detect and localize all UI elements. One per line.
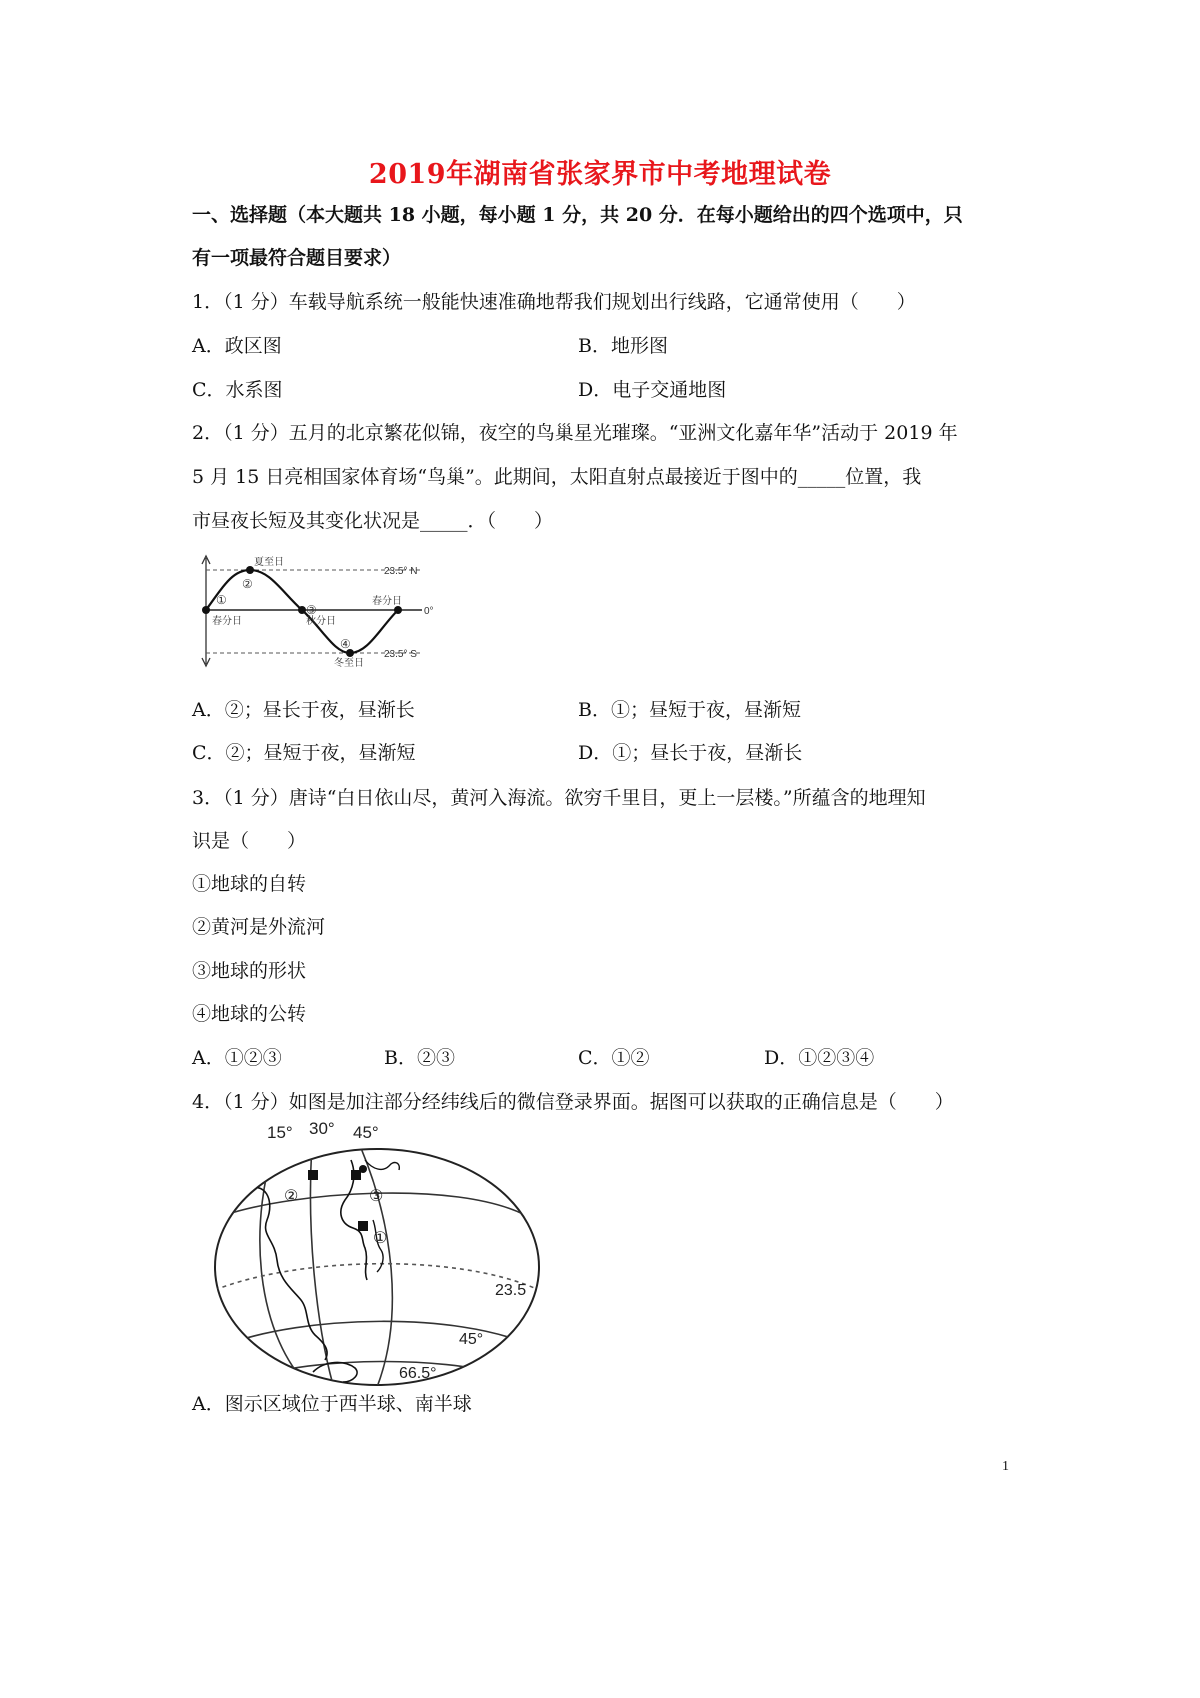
label-lat-23-5-n: 23.5° N xyxy=(384,566,418,577)
q3-option-a: A．①②③ xyxy=(192,1047,282,1069)
label-spring-equinox-right: 春分日 xyxy=(372,596,402,607)
q2-stem-line2: 5 月 15 日亮相国家体育场“鸟巢”。此期间，太阳直射点最接近于图中的_____位置，我 xyxy=(192,466,922,488)
label-point-4: ④ xyxy=(340,637,351,651)
q1-option-d: D．电子交通地图 xyxy=(578,379,727,401)
q3-stem-line2: 识是（ ） xyxy=(192,830,307,852)
q2-option-c: C．②；昼短于夜，昼渐短 xyxy=(192,742,416,764)
page-number: 1 xyxy=(1002,1459,1009,1474)
label-lat-66-5: 66.5° xyxy=(399,1365,437,1382)
label-summer-solstice: 夏至日 xyxy=(254,557,284,568)
q1-option-c: C．水系图 xyxy=(192,379,283,401)
q4-option-a: A．图示区域位于西半球、南半球 xyxy=(192,1393,472,1415)
label-lon-45: 45° xyxy=(353,1123,379,1142)
q2-stem-line3: 市昼夜长短及其变化状况是_____．（ ） xyxy=(192,510,554,532)
sun-direct-point-diagram xyxy=(190,552,450,676)
q1-option-a: A．政区图 xyxy=(192,335,282,357)
q1-option-b: B．地形图 xyxy=(578,335,668,357)
globe-latlon-diagram xyxy=(205,1120,550,1390)
label-lat-45: 45° xyxy=(459,1331,484,1348)
q3-option-b: B．②③ xyxy=(384,1047,455,1069)
label-point-1: ① xyxy=(373,1230,388,1247)
label-lon-15: 15° xyxy=(267,1123,293,1142)
label-autumn-equinox: 秋分日 xyxy=(306,616,336,627)
q3-item-3: ③地球的形状 xyxy=(192,960,307,982)
label-lat-23-5: 23.5 xyxy=(495,1282,527,1299)
q2-option-a: A．②；昼长于夜，昼渐长 xyxy=(192,699,415,721)
label-winter-solstice: 冬至日 xyxy=(334,658,364,669)
label-point-3: ③ xyxy=(369,1188,384,1205)
q1-stem: 1．（1 分）车载导航系统一般能快速准确地帮我们规划出行线路，它通常使用（ ） xyxy=(192,291,916,313)
q4-stem: 4．（1 分）如图是加注部分经纬线后的微信登录界面。据图可以获取的正确信息是（ ） xyxy=(192,1091,954,1113)
q3-option-c: C．①② xyxy=(578,1047,650,1069)
page-title: 2019年湖南省张家界市中考地理试卷 xyxy=(368,159,832,190)
q3-item-4: ④地球的公转 xyxy=(192,1003,307,1025)
label-spring-equinox-left: 春分日 xyxy=(212,616,242,627)
section-header-line2: 有一项最符合题目要求） xyxy=(192,247,402,269)
q3-stem-line1: 3．（1 分）唐诗“白日依山尽，黄河入海流。欲穷千里目，更上一层楼。”所蕴含的地理知 xyxy=(192,787,926,809)
q3-item-2: ②黄河是外流河 xyxy=(192,916,326,938)
q2-stem-line1: 2．（1 分）五月的北京繁花似锦，夜空的鸟巢星光璀璨。“亚洲文化嘉年华”活动于 2019 年 xyxy=(192,422,958,444)
section-header-line1: 一、选择题（本大题共 18 小题，每小题 1 分，共 20 分．在每小题给出的四个选项中，只 xyxy=(192,204,963,226)
q3-option-d: D．①②③④ xyxy=(764,1047,875,1069)
label-lat-23-5-s: 23.5° S xyxy=(384,649,417,660)
label-lon-30: 30° xyxy=(309,1120,335,1138)
label-point-1: ① xyxy=(216,593,227,607)
label-point-2: ② xyxy=(284,1188,299,1205)
q2-option-d: D．①；昼长于夜，昼渐长 xyxy=(578,742,803,764)
q2-option-b: B．①；昼短于夜，昼渐短 xyxy=(578,699,801,721)
q3-item-1: ①地球的自转 xyxy=(192,873,307,895)
label-point-3: ③ xyxy=(306,603,317,617)
label-lat-0: 0° xyxy=(424,606,434,617)
label-point-2: ② xyxy=(242,577,253,591)
